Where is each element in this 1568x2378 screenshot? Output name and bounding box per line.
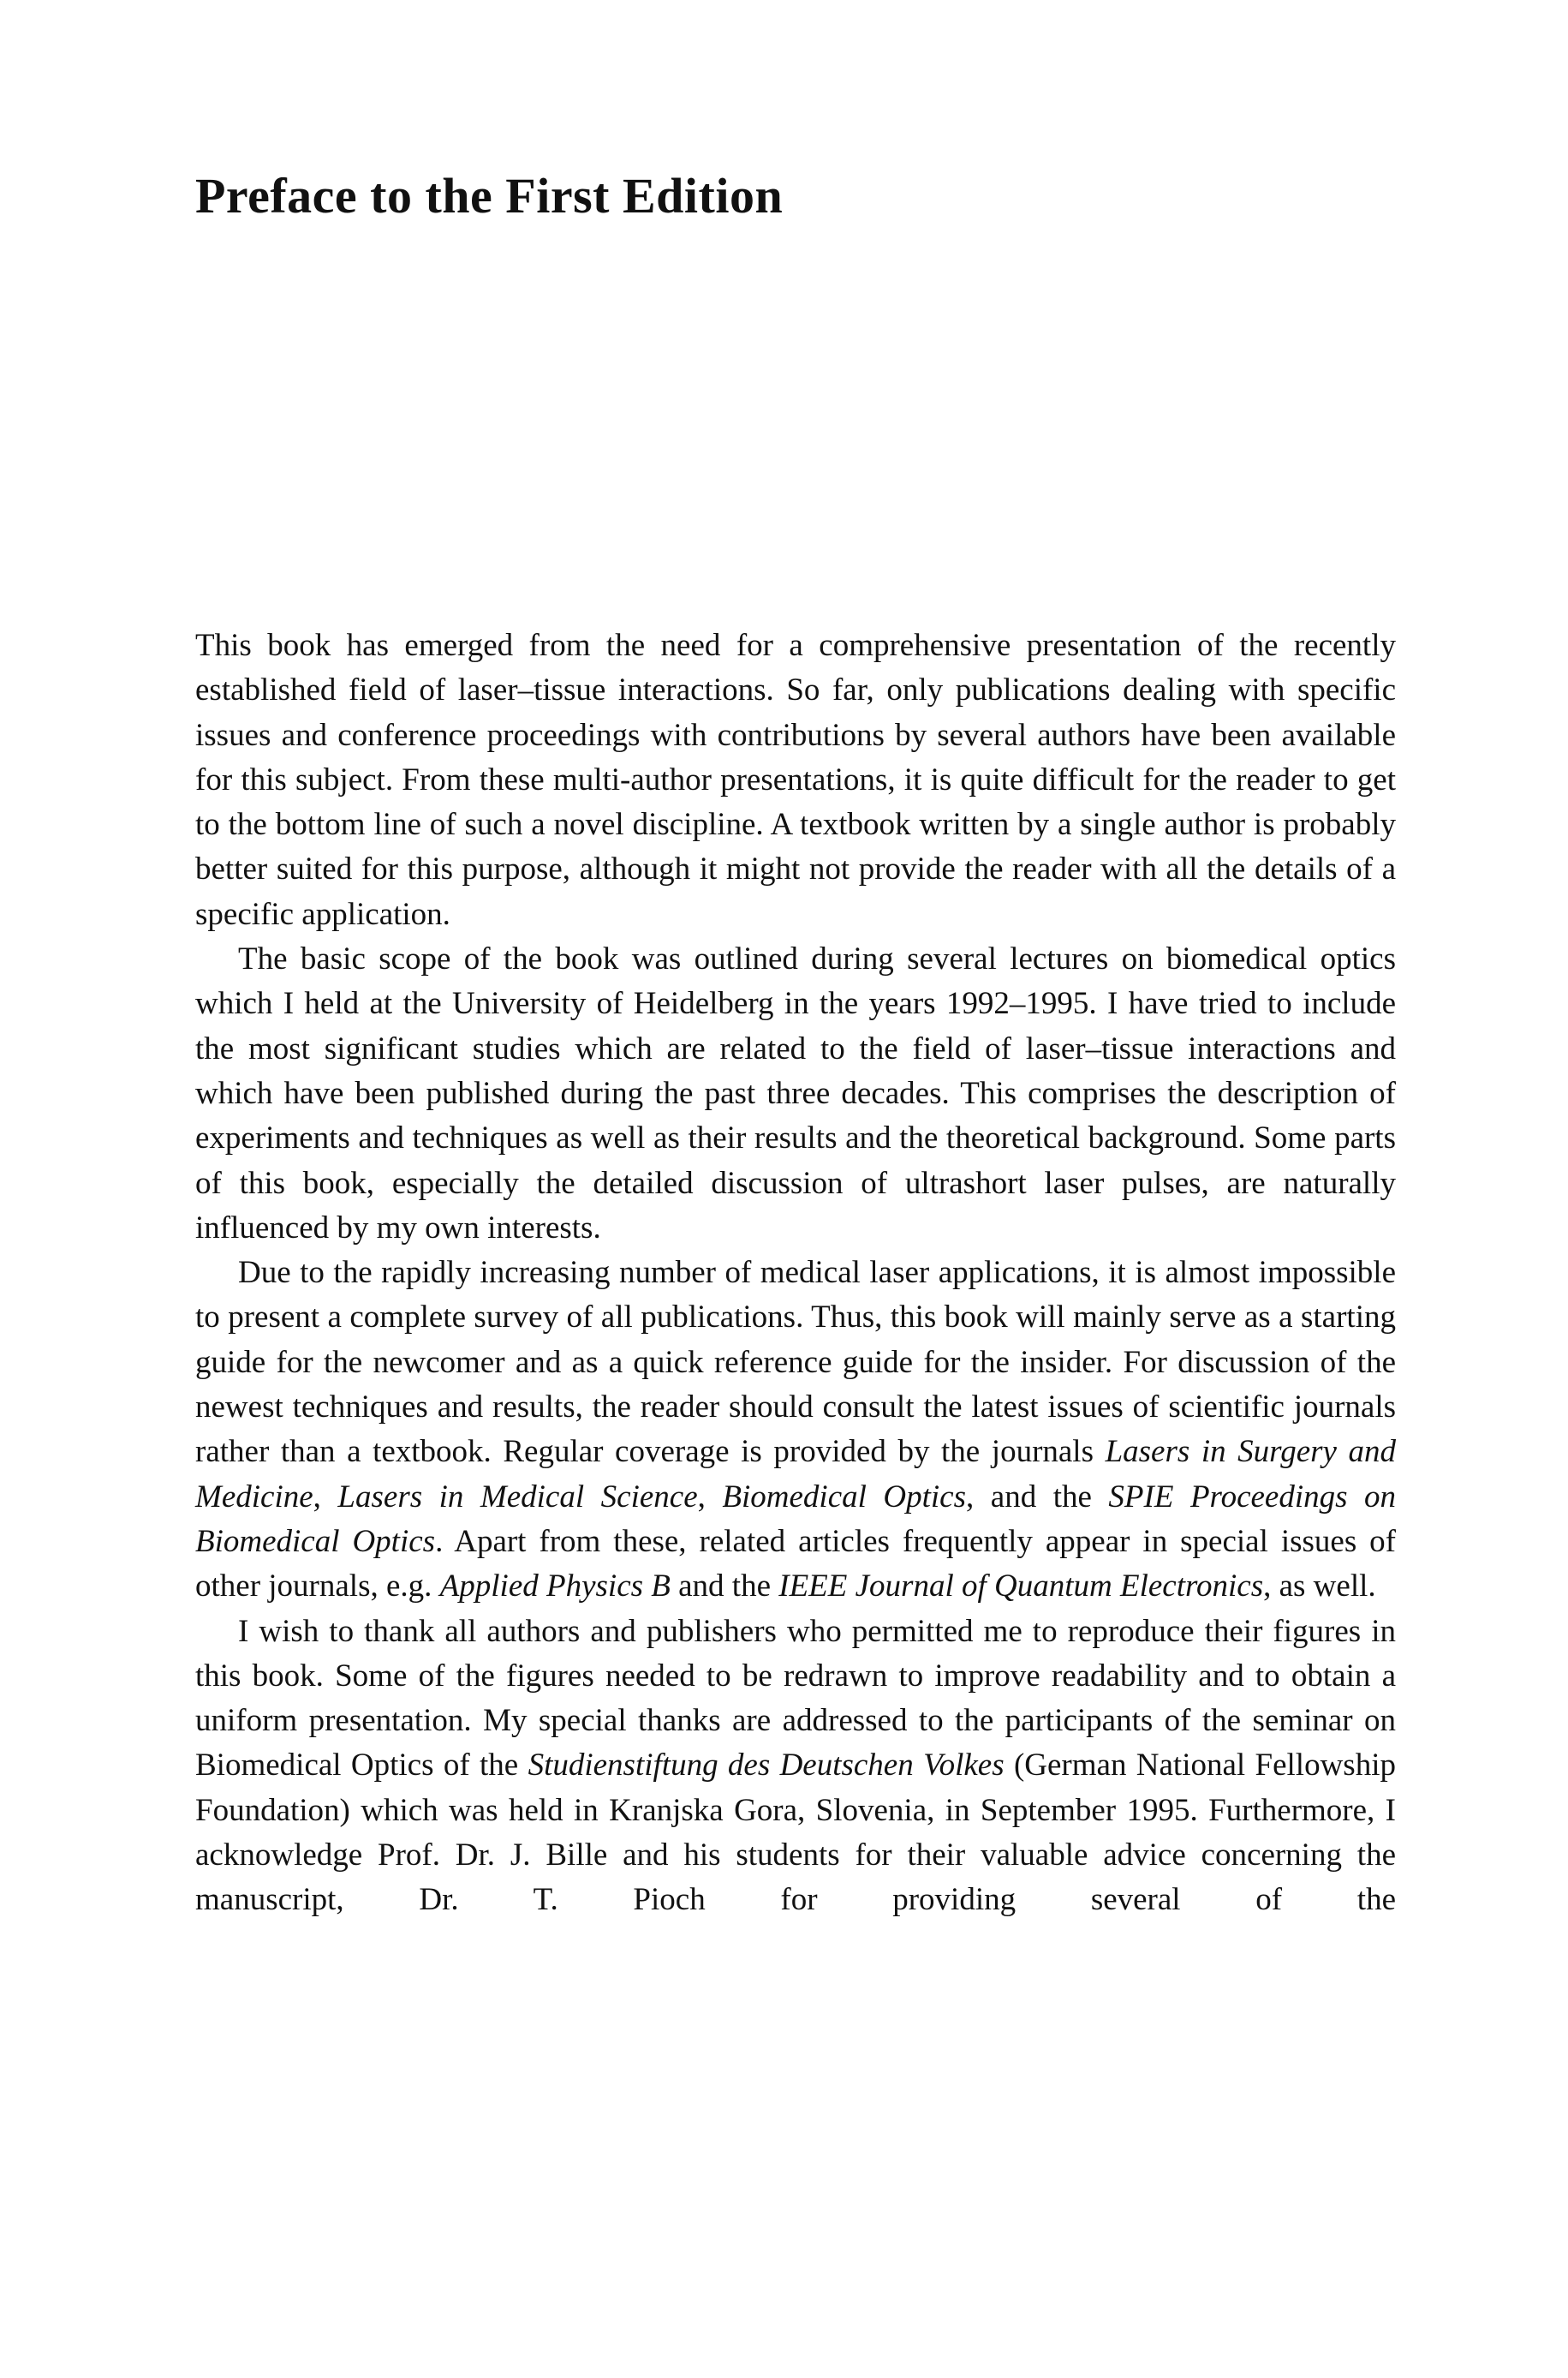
italic-text: Lasers in Medical Science: [337, 1479, 698, 1515]
italic-text: Lasers in Surgery and Medicine: [195, 1434, 1396, 1515]
preface-body: [195, 624, 1396, 1923]
text-run: . Apart from these, related articles frequently appear in special issues of other journals, e.g.: [195, 1523, 1397, 1604]
paragraph: [195, 624, 1396, 937]
text-run: , and the: [966, 1479, 1109, 1515]
paragraph: [195, 1610, 1396, 1923]
italic-text: Studienstiftung des Deutschen Volkes: [528, 1748, 1005, 1784]
text-run: Due to the rapidly increasing number of medical laser applications, it is almost impossible to present a complete survey of all publications. Thus, this book will mainly serve as a starting guide for the newcomer and as a quick reference guide for the insider. For discussion of the newest techniques and results, the reader should consult the latest issues of scientific journals rather than a textbook. Regular coverage is provided by the journals: [195, 1255, 1396, 1470]
text-run: ,: [313, 1479, 338, 1515]
page-title: Preface to the First Edition: [195, 168, 784, 224]
text-run: (German National Fellowship Foundation) which was held in Kranjska Gora, Slovenia, in September 1995. Furthermore, I acknowledge Prof. Dr. J. Bille and his students for their valuable advice concerning the manuscript, Dr. T. Pioch for providing several of the: [195, 1748, 1396, 1918]
text-run: The basic scope of the book was outlined during several lectures on biomedical optics which I held at the University of Heidelberg in the years 1992–1995. I have tried to include the most significant studies which are related to the field of laser–tissue interactions and which have been published during the past three decades. This comprises the description of experiments and techniques as well as their results and the theoretical background. Some parts of this book, especially the detailed discussion of ultrashort laser pulses, are naturally influenced by my own interests.: [195, 941, 1396, 1246]
text-run: I wish to thank all authors and publishers who permitted me to reproduce their figures in this book. Some of the figures needed to be redrawn to improve readability and to obtain a uniform presentation. My special thanks are addressed to the participants of the seminar on Biomedical Optics of the: [195, 1613, 1396, 1784]
paragraph: [195, 937, 1396, 1251]
text-run: , as well.: [1263, 1568, 1376, 1604]
text-run: ,: [697, 1479, 723, 1515]
italic-text: IEEE Journal of Quantum Electronics: [778, 1568, 1264, 1604]
italic-text: SPIE Proceedings on Biomedical Optics: [195, 1479, 1397, 1559]
text-run: and the: [670, 1568, 779, 1604]
paragraph: [195, 1251, 1396, 1609]
text-run: This book has emerged from the need for a comprehensive presentation of the recently established field of laser–tissue interactions. So far, only publications dealing with specific issues and conference proceedings with contributions by several authors have been available for this subject. From these multi-author presentations, it is quite difficult for the reader to get to the bottom line of such a novel discipline. A textbook written by a single author is probably better suited for this purpose, although it might not provide the reader with all the details of a specific application.: [195, 628, 1396, 932]
italic-text: Biomedical Optics: [722, 1479, 967, 1515]
italic-text: Applied Physics B: [439, 1568, 671, 1604]
